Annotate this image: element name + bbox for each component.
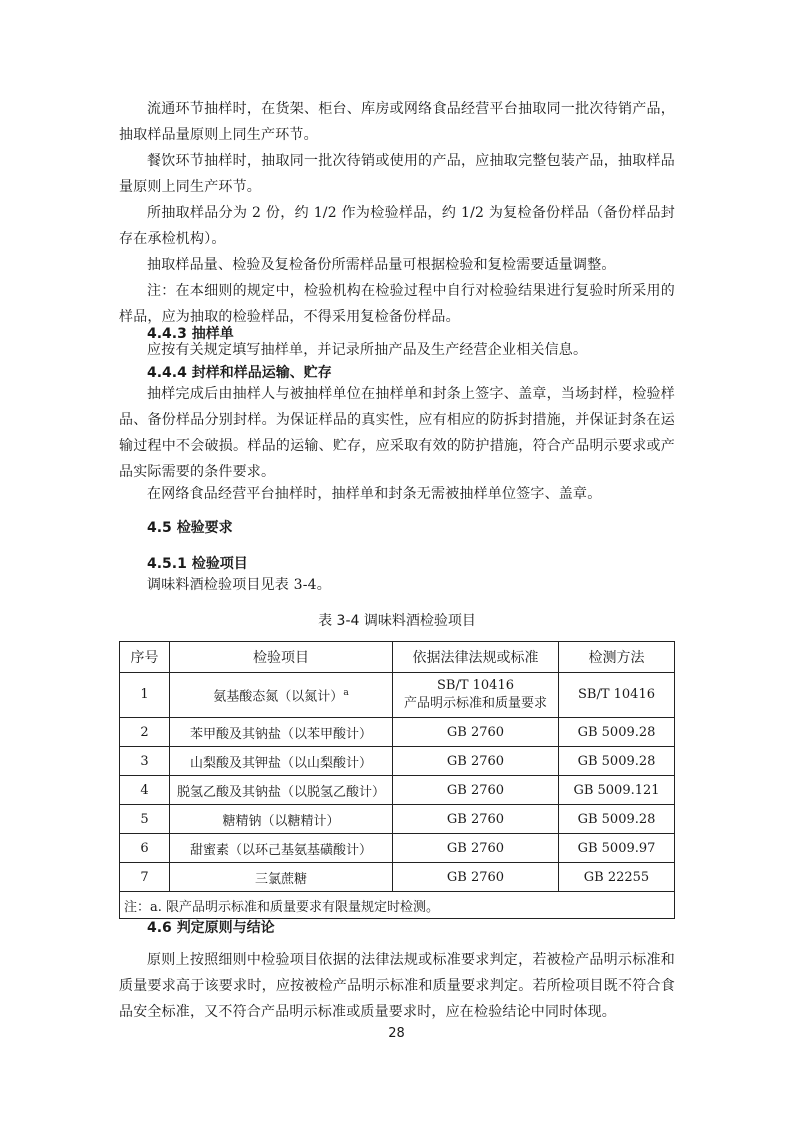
footnote-marker: a bbox=[343, 687, 349, 698]
cell-no: 7 bbox=[120, 863, 170, 892]
cell-item: 糖精钠（以糖精计） bbox=[170, 805, 393, 834]
paragraph-online-sampling: 在网络食品经营平台抽样时，抽样单和封条无需被抽样单位签字、盖章。 bbox=[147, 486, 602, 502]
heading-title: 检验项目 bbox=[191, 556, 248, 572]
heading-number: 4.4.4 bbox=[147, 365, 187, 381]
table-row bbox=[120, 747, 675, 776]
cell-basis: GB 2760 bbox=[393, 718, 559, 747]
table-row bbox=[120, 834, 675, 863]
item-text: 氨基酸态氮（以氮计） bbox=[213, 689, 344, 705]
cell-no: 4 bbox=[120, 776, 170, 805]
cell-item: 三氯蔗糖 bbox=[170, 863, 393, 892]
cell-no: 1 bbox=[120, 673, 170, 718]
cell-method: GB 5009.28 bbox=[559, 805, 675, 834]
cell-basis: GB 2760 bbox=[393, 805, 559, 834]
header-item: 检验项目 bbox=[170, 642, 393, 673]
paragraph-sealing-transport: 抽样完成后由抽样人与被抽样单位在抽样单和封条上签字、盖章，当场封样，检验样品、备份样品分别封样。为保证样品的真实性，应有相应的防拆封措施，并保证封条在运输过程中不会破损。样品的运输、贮存，应采取有效的防护措施，符合产品明示要求或产品实际需要的条件要求。 bbox=[119, 386, 675, 480]
heading-title: 检验要求 bbox=[176, 520, 233, 536]
cell-method: GB 22255 bbox=[559, 863, 675, 892]
table-caption: 表 3-4 调味料酒检验项目 bbox=[318, 613, 476, 629]
cell-basis: GB 2760 bbox=[393, 747, 559, 776]
heading-4-5-1 bbox=[147, 554, 248, 574]
table-row bbox=[120, 863, 675, 892]
paragraph-sample-quantity: 抽取样品量、检验及复检备份所需样品量可根据检验和复检需要适量调整。 bbox=[147, 257, 616, 273]
basis-line: SB/T 10416 bbox=[437, 678, 514, 693]
header-basis: 依据法律法规或标准 bbox=[393, 642, 559, 673]
basis-line: 产品明示标准和质量要求 bbox=[403, 696, 547, 711]
paragraph-circulation-sampling: 流通环节抽样时，在货架、柜台、库房或网络食品经营平台抽取同一批次待销产品，抽取样品量原则上同生产环节。 bbox=[119, 101, 675, 143]
paragraph-sample-split: 所抽取样品分为 2 份，约 1/2 作为检验样品，约 1/2 为复检备份样品（备份样品封存在承检机构）。 bbox=[119, 205, 675, 247]
heading-title: 封样和样品运输、贮存 bbox=[191, 365, 332, 381]
table-row bbox=[120, 673, 675, 718]
heading-title: 判定原则与结论 bbox=[176, 920, 275, 936]
page-number: 28 bbox=[388, 1026, 405, 1041]
heading-title: 抽样单 bbox=[191, 326, 234, 342]
paragraph-note-retest: 注：在本细则的规定中，检验机构在检验过程中自行对检验结果进行复验时所采用的样品，应为抽取的检验样品，不得采用复检备份样品。 bbox=[119, 283, 675, 325]
cell-no: 2 bbox=[120, 718, 170, 747]
cell-basis: GB 2760 bbox=[393, 834, 559, 863]
paragraph-judgement: 原则上按照细则中检验项目依据的法律法规或标准要求判定，若被检产品明示标准和质量要求高于该要求时，应按被检产品明示标准和质量要求判定。若所检项目既不符合食品安全标准，又不符合产品明示标准或质量要求时，应在检验结论中同时体现。 bbox=[119, 952, 675, 1020]
cell-item: 苯甲酸及其钠盐（以苯甲酸计） bbox=[170, 718, 393, 747]
cell-no: 3 bbox=[120, 747, 170, 776]
cell-item: 山梨酸及其钾盐（以山梨酸计） bbox=[170, 747, 393, 776]
cell-basis: GB 2760 bbox=[393, 863, 559, 892]
cell-item: 甜蜜素（以环己基氨基磺酸计） bbox=[170, 834, 393, 863]
inspection-items-table bbox=[119, 641, 675, 919]
heading-4-6 bbox=[147, 918, 275, 938]
table-row bbox=[120, 776, 675, 805]
heading-number: 4.4.3 bbox=[147, 326, 187, 342]
heading-4-4-4 bbox=[147, 363, 332, 383]
cell-method: GB 5009.28 bbox=[559, 747, 675, 776]
header-method: 检测方法 bbox=[559, 642, 675, 673]
cell-method: GB 5009.97 bbox=[559, 834, 675, 863]
heading-number: 4.5.1 bbox=[147, 556, 187, 572]
cell-no: 5 bbox=[120, 805, 170, 834]
table-row bbox=[120, 718, 675, 747]
cell-method: SB/T 10416 bbox=[559, 673, 675, 718]
table-note: 注：a. 限产品明示标准和质量要求有限量规定时检测。 bbox=[120, 892, 675, 919]
cell-method: GB 5009.28 bbox=[559, 718, 675, 747]
table-row bbox=[120, 805, 675, 834]
paragraph-catering-sampling: 餐饮环节抽样时，抽取同一批次待销或使用的产品，应抽取完整包装产品，抽取样品量原则上同生产环节。 bbox=[119, 153, 675, 195]
cell-no: 6 bbox=[120, 834, 170, 863]
cell-item bbox=[170, 673, 393, 718]
header-no: 序号 bbox=[120, 642, 170, 673]
cell-basis: GB 2760 bbox=[393, 776, 559, 805]
paragraph-sampling-form: 应按有关规定填写抽样单，并记录所抽产品及生产经营企业相关信息。 bbox=[147, 342, 588, 358]
cell-basis bbox=[393, 673, 559, 718]
heading-number: 4.6 bbox=[147, 920, 172, 936]
table-note-row bbox=[120, 892, 675, 919]
heading-number: 4.5 bbox=[147, 520, 172, 536]
cell-method: GB 5009.121 bbox=[559, 776, 675, 805]
cell-item: 脱氢乙酸及其钠盐（以脱氢乙酸计） bbox=[170, 776, 393, 805]
paragraph-items-reference: 调味料酒检验项目见表 3-4。 bbox=[147, 577, 331, 593]
heading-4-5 bbox=[147, 518, 233, 538]
table-header-row bbox=[120, 642, 675, 673]
